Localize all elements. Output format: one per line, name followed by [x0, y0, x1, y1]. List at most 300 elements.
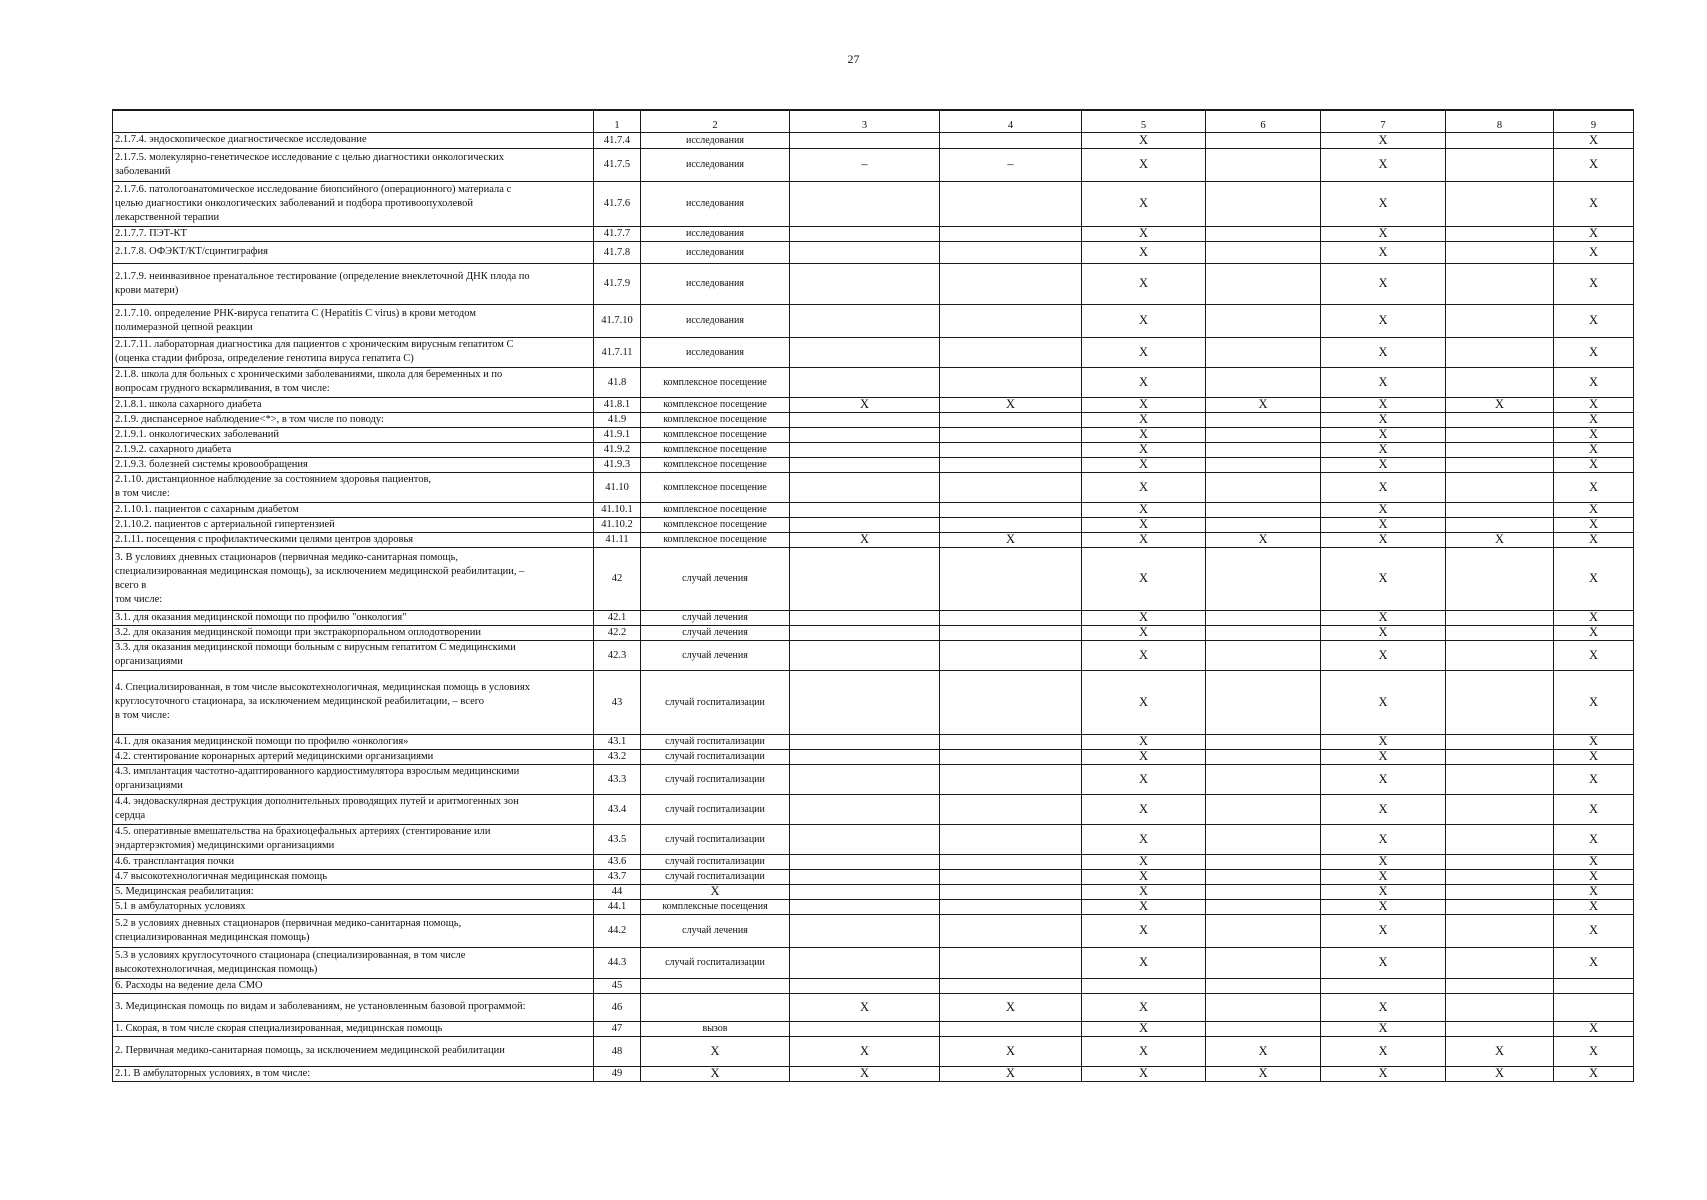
table-row: [113, 337, 1634, 367]
cell-col-9: X: [1554, 1036, 1634, 1066]
table-row: [113, 869, 1634, 884]
cell-col-3: [790, 734, 940, 749]
cell-unit: исследования: [641, 132, 790, 148]
cell-col-8: [1446, 794, 1554, 824]
cell-col-6: [1206, 337, 1321, 367]
table-header: [113, 110, 1634, 132]
cell-col-9: X: [1554, 854, 1634, 869]
cell-col-4: [940, 824, 1082, 854]
cell-unit: случай госпитализации: [641, 749, 790, 764]
cell-col-9: X: [1554, 337, 1634, 367]
cell-col-4: [940, 457, 1082, 472]
cell-unit: комплексное посещение: [641, 517, 790, 532]
cell-col-3: [790, 442, 940, 457]
cell-col-5: X: [1082, 412, 1206, 427]
cell-unit: исследования: [641, 226, 790, 241]
cell-col-6: [1206, 947, 1321, 978]
table-row: [113, 670, 1634, 734]
cell-code: 41.7.4: [594, 132, 641, 148]
cell-col-4: [940, 337, 1082, 367]
cell-col-4: [940, 625, 1082, 640]
cell-col-3: [790, 640, 940, 670]
cell-col-9: X: [1554, 670, 1634, 734]
cell-description: 2.1.7.11. лабораторная диагностика для пациентов с хроническим вирусным гепатитом С (оценка стадии фиброза, определение генотипа вируса гепатита С): [113, 337, 594, 367]
cell-col-5: X: [1082, 547, 1206, 610]
cell-unit: комплексное посещение: [641, 457, 790, 472]
cell-col-4: [940, 884, 1082, 899]
cell-description: 4.6. трансплантация почки: [113, 854, 594, 869]
cell-col-6: [1206, 547, 1321, 610]
cell-description: 2.1.7.5. молекулярно-генетическое исследование с целью диагностики онкологических заболеваний: [113, 148, 594, 181]
cell-col-9: X: [1554, 367, 1634, 397]
cell-col-5: X: [1082, 670, 1206, 734]
cell-code: 43.7: [594, 869, 641, 884]
cell-col-4: [940, 412, 1082, 427]
table-row: [113, 442, 1634, 457]
cell-col-4: [940, 517, 1082, 532]
cell-description: 2.1.10.2. пациентов с артериальной гипертензией: [113, 517, 594, 532]
cell-unit: вызов: [641, 1021, 790, 1036]
cell-col-4: X: [940, 993, 1082, 1021]
cell-description: 5.1 в амбулаторных условиях: [113, 899, 594, 914]
cell-col-7: X: [1321, 610, 1446, 625]
cell-col-8: [1446, 734, 1554, 749]
cell-col-3: [790, 304, 940, 337]
cell-col-7: X: [1321, 367, 1446, 397]
cell-col-7: X: [1321, 734, 1446, 749]
table-row: [113, 226, 1634, 241]
cell-unit: X: [641, 1036, 790, 1066]
cell-code: 43.3: [594, 764, 641, 794]
cell-unit: случай лечения: [641, 610, 790, 625]
cell-col-6: [1206, 625, 1321, 640]
cell-col-4: [940, 610, 1082, 625]
cell-description: 3. В условиях дневных стационаров (первичная медико-санитарная помощь, специализированная медицинская помощь), за исключением медицинской реабилитации, – всего в том числе:: [113, 547, 594, 610]
cell-unit: исследования: [641, 181, 790, 226]
cell-col-4: [940, 502, 1082, 517]
cell-col-8: [1446, 337, 1554, 367]
cell-description: 2.1.9.2. сахарного диабета: [113, 442, 594, 457]
cell-col-4: [940, 472, 1082, 502]
header-cell-col-8: 8: [1446, 110, 1554, 132]
cell-col-5: X: [1082, 794, 1206, 824]
cell-col-8: [1446, 640, 1554, 670]
cell-col-4: X: [940, 532, 1082, 547]
cell-col-7: X: [1321, 1021, 1446, 1036]
cell-col-6: [1206, 764, 1321, 794]
cell-code: 41.9.3: [594, 457, 641, 472]
cell-col-9: X: [1554, 517, 1634, 532]
cell-col-4: [940, 1021, 1082, 1036]
cell-col-7: X: [1321, 181, 1446, 226]
cell-unit: случай лечения: [641, 625, 790, 640]
cell-col-5: X: [1082, 914, 1206, 947]
cell-col-5: X: [1082, 884, 1206, 899]
cell-col-9: X: [1554, 824, 1634, 854]
cell-description: 4.3. имплантация частотно-адаптированного кардиостимулятора взрослым медицинскими организациями: [113, 764, 594, 794]
cell-unit: случай лечения: [641, 640, 790, 670]
cell-col-4: [940, 367, 1082, 397]
cell-unit: случай госпитализации: [641, 947, 790, 978]
cell-col-4: [940, 670, 1082, 734]
cell-col-8: [1446, 625, 1554, 640]
cell-description: 2.1.11. посещения с профилактическими целями центров здоровья: [113, 532, 594, 547]
cell-col-5: X: [1082, 427, 1206, 442]
table-row: [113, 547, 1634, 610]
cell-col-6: [1206, 412, 1321, 427]
cell-col-5: X: [1082, 854, 1206, 869]
cell-col-5: X: [1082, 442, 1206, 457]
table-row: [113, 794, 1634, 824]
cell-col-8: [1446, 263, 1554, 304]
cell-col-5: X: [1082, 226, 1206, 241]
cell-col-6: [1206, 427, 1321, 442]
table-row: [113, 457, 1634, 472]
cell-col-5: X: [1082, 1036, 1206, 1066]
cell-col-3: [790, 263, 940, 304]
cell-col-8: [1446, 947, 1554, 978]
cell-col-3: [790, 337, 940, 367]
cell-col-9: X: [1554, 899, 1634, 914]
cell-col-9: X: [1554, 869, 1634, 884]
cell-col-8: [1446, 610, 1554, 625]
cell-col-3: [790, 412, 940, 427]
cell-col-8: [1446, 181, 1554, 226]
cell-col-3: [790, 367, 940, 397]
cell-col-6: [1206, 148, 1321, 181]
cell-col-8: [1446, 854, 1554, 869]
cell-unit: комплексное посещение: [641, 442, 790, 457]
cell-col-8: X: [1446, 1066, 1554, 1081]
cell-col-7: X: [1321, 304, 1446, 337]
cell-col-3: [790, 749, 940, 764]
cell-unit: X: [641, 1066, 790, 1081]
cell-col-9: X: [1554, 226, 1634, 241]
cell-col-7: X: [1321, 532, 1446, 547]
cell-description: 4. Специализированная, в том числе высокотехнологичная, медицинская помощь в условиях круглосуточного стационара, за исключением медицинской реабилитации, – всего в том числе:: [113, 670, 594, 734]
cell-description: 2.1.9.1. онкологических заболеваний: [113, 427, 594, 442]
cell-col-4: [940, 241, 1082, 263]
cell-col-3: [790, 824, 940, 854]
cell-code: 48: [594, 1036, 641, 1066]
cell-description: 2.1.9. диспансерное наблюдение<*>, в том числе по поводу:: [113, 412, 594, 427]
cell-code: 45: [594, 978, 641, 993]
cell-code: 44: [594, 884, 641, 899]
table-row: [113, 472, 1634, 502]
cell-col-4: [940, 442, 1082, 457]
cell-description: 2.1.8.1. школа сахарного диабета: [113, 397, 594, 412]
cell-code: 46: [594, 993, 641, 1021]
cell-code: 41.9.2: [594, 442, 641, 457]
cell-col-8: [1446, 1021, 1554, 1036]
table-row: [113, 824, 1634, 854]
cell-col-7: X: [1321, 764, 1446, 794]
cell-col-6: [1206, 1021, 1321, 1036]
cell-unit: случай госпитализации: [641, 670, 790, 734]
cell-col-7: X: [1321, 1036, 1446, 1066]
cell-col-3: –: [790, 148, 940, 181]
header-cell-code: 1: [594, 110, 641, 132]
cell-col-8: [1446, 132, 1554, 148]
cell-col-5: X: [1082, 532, 1206, 547]
table-row: [113, 914, 1634, 947]
cell-col-5: X: [1082, 304, 1206, 337]
cell-unit: случай госпитализации: [641, 854, 790, 869]
cell-description: 2.1. В амбулаторных условиях, в том числе:: [113, 1066, 594, 1081]
cell-col-9: X: [1554, 547, 1634, 610]
cell-description: 5.3 в условиях круглосуточного стационара (специализированная, в том числе высокотехнологичная, медицинская помощь): [113, 947, 594, 978]
cell-col-7: X: [1321, 640, 1446, 670]
cell-unit: случай госпитализации: [641, 869, 790, 884]
cell-description: 3. Медицинская помощь по видам и заболеваниям, не установленным базовой программой:: [113, 993, 594, 1021]
cell-description: 2.1.7.6. патологоанатомическое исследование биопсийного (операционного) материала с целью диагностики онкологических заболеваний и подбора противоопухолевой лекарственной терапии: [113, 181, 594, 226]
cell-col-8: X: [1446, 532, 1554, 547]
cell-col-8: [1446, 914, 1554, 947]
cell-col-8: [1446, 547, 1554, 610]
cell-description: 2.1.7.9. неинвазивное пренатальное тестирование (определение внеклеточной ДНК плода по крови матери): [113, 263, 594, 304]
cell-col-9: X: [1554, 263, 1634, 304]
header-cell-unit: 2: [641, 110, 790, 132]
cell-col-3: [790, 132, 940, 148]
cell-description: 5.2 в условиях дневных стационаров (первичная медико-санитарная помощь, специализированная медицинская помощь): [113, 914, 594, 947]
cell-col-5: X: [1082, 148, 1206, 181]
cell-col-6: [1206, 502, 1321, 517]
cell-col-9: X: [1554, 947, 1634, 978]
cell-col-7: X: [1321, 670, 1446, 734]
cell-col-6: [1206, 226, 1321, 241]
cell-col-4: [940, 132, 1082, 148]
cell-code: 41.9.1: [594, 427, 641, 442]
table-row: [113, 993, 1634, 1021]
cell-code: 42.2: [594, 625, 641, 640]
cell-col-3: [790, 241, 940, 263]
table-row: [113, 132, 1634, 148]
cell-unit: случай госпитализации: [641, 764, 790, 794]
table-row: [113, 610, 1634, 625]
cell-code: 41.7.10: [594, 304, 641, 337]
table-row: [113, 148, 1634, 181]
cell-col-7: [1321, 978, 1446, 993]
cell-description: 4.1. для оказания медицинской помощи по профилю «онкология»: [113, 734, 594, 749]
cell-col-8: [1446, 367, 1554, 397]
cell-description: 2. Первичная медико-санитарная помощь, за исключением медицинской реабилитации: [113, 1036, 594, 1066]
cell-unit: случай лечения: [641, 914, 790, 947]
cell-col-4: X: [940, 397, 1082, 412]
cell-code: 43.4: [594, 794, 641, 824]
cell-col-5: X: [1082, 625, 1206, 640]
cell-col-6: [1206, 304, 1321, 337]
cell-code: 43.2: [594, 749, 641, 764]
cell-col-7: X: [1321, 502, 1446, 517]
page-number: 27: [847, 52, 860, 66]
cell-col-8: [1446, 978, 1554, 993]
cell-col-5: X: [1082, 517, 1206, 532]
cell-col-7: X: [1321, 263, 1446, 304]
cell-unit: комплексное посещение: [641, 502, 790, 517]
table-row: [113, 734, 1634, 749]
cell-unit: исследования: [641, 337, 790, 367]
cell-code: 41.7.5: [594, 148, 641, 181]
cell-col-3: [790, 947, 940, 978]
cell-col-4: [940, 854, 1082, 869]
cell-description: 4.2. стентирование коронарных артерий медицинскими организациями: [113, 749, 594, 764]
cell-col-9: X: [1554, 749, 1634, 764]
cell-unit: случай госпитализации: [641, 824, 790, 854]
cell-unit: комплексное посещение: [641, 367, 790, 397]
header-row: [113, 110, 1634, 132]
cell-col-7: X: [1321, 1066, 1446, 1081]
table-row: [113, 640, 1634, 670]
cell-col-4: [940, 947, 1082, 978]
cell-col-3: [790, 502, 940, 517]
cell-col-9: X: [1554, 457, 1634, 472]
header-cell-col-6: 6: [1206, 110, 1321, 132]
table-row: [113, 978, 1634, 993]
cell-description: 2.1.10. дистанционное наблюдение за состоянием здоровья пациентов, в том числе:: [113, 472, 594, 502]
cell-description: 2.1.7.7. ПЭТ-КТ: [113, 226, 594, 241]
cell-col-8: [1446, 869, 1554, 884]
cell-col-5: X: [1082, 824, 1206, 854]
cell-description: 2.1.7.4. эндоскопическое диагностическое исследование: [113, 132, 594, 148]
cell-col-7: X: [1321, 749, 1446, 764]
cell-col-5: X: [1082, 1021, 1206, 1036]
cell-col-8: [1446, 670, 1554, 734]
cell-col-7: X: [1321, 226, 1446, 241]
cell-col-3: [790, 978, 940, 993]
cell-col-3: X: [790, 1066, 940, 1081]
cell-col-5: X: [1082, 367, 1206, 397]
cell-description: 2.1.10.1. пациентов с сахарным диабетом: [113, 502, 594, 517]
cell-col-3: [790, 884, 940, 899]
table-row: [113, 1036, 1634, 1066]
cell-unit: случай госпитализации: [641, 794, 790, 824]
cell-col-6: [1206, 794, 1321, 824]
cell-col-9: X: [1554, 794, 1634, 824]
cell-code: 42: [594, 547, 641, 610]
cell-col-6: [1206, 472, 1321, 502]
cell-col-3: X: [790, 993, 940, 1021]
cell-col-9: X: [1554, 1066, 1634, 1081]
cell-col-8: [1446, 442, 1554, 457]
cell-description: 2.1.8. школа для больных с хроническими заболеваниями, школа для беременных и по вопросам грудного вскармливания, в том числе:: [113, 367, 594, 397]
cell-col-6: [1206, 181, 1321, 226]
cell-unit: случай госпитализации: [641, 734, 790, 749]
cell-col-5: X: [1082, 132, 1206, 148]
cell-col-4: [940, 749, 1082, 764]
header-cell-col-4: 4: [940, 110, 1082, 132]
cell-col-7: X: [1321, 132, 1446, 148]
cell-code: 42.3: [594, 640, 641, 670]
cell-col-9: [1554, 993, 1634, 1021]
cell-col-4: [940, 427, 1082, 442]
table-row: [113, 1021, 1634, 1036]
cell-col-6: [1206, 854, 1321, 869]
cell-col-5: [1082, 978, 1206, 993]
cell-col-6: [1206, 978, 1321, 993]
cell-col-6: [1206, 899, 1321, 914]
cell-col-4: [940, 263, 1082, 304]
cell-col-6: [1206, 263, 1321, 304]
table-row: [113, 367, 1634, 397]
cell-description: 4.4. эндоваскулярная деструкция дополнительных проводящих путей и аритмогенных зон сердца: [113, 794, 594, 824]
cell-col-7: X: [1321, 625, 1446, 640]
cell-col-7: X: [1321, 337, 1446, 367]
cell-col-9: X: [1554, 241, 1634, 263]
header-cell-col-5: 5: [1082, 110, 1206, 132]
cell-col-7: X: [1321, 794, 1446, 824]
cell-col-6: [1206, 132, 1321, 148]
cell-col-6: [1206, 640, 1321, 670]
table-row: [113, 502, 1634, 517]
cell-col-6: [1206, 517, 1321, 532]
cell-code: 41.10: [594, 472, 641, 502]
cell-code: 43.6: [594, 854, 641, 869]
cell-col-3: [790, 610, 940, 625]
header-cell-col-9: 9: [1554, 110, 1634, 132]
cell-code: 41.8.1: [594, 397, 641, 412]
cell-col-3: [790, 517, 940, 532]
cell-col-9: X: [1554, 181, 1634, 226]
table-row: [113, 263, 1634, 304]
cell-code: 41.10.2: [594, 517, 641, 532]
cell-col-4: [940, 899, 1082, 914]
table-row: [113, 947, 1634, 978]
cell-unit: исследования: [641, 148, 790, 181]
cell-col-6: X: [1206, 1036, 1321, 1066]
table-row: [113, 884, 1634, 899]
cell-col-7: X: [1321, 148, 1446, 181]
cell-col-4: [940, 226, 1082, 241]
cell-description: 2.1.7.10. определение РНК-вируса гепатита С (Hepatitis C virus) в крови методом полимеразной цепной реакции: [113, 304, 594, 337]
cell-col-3: X: [790, 1036, 940, 1066]
cell-description: 6. Расходы на ведение дела СМО: [113, 978, 594, 993]
cell-col-9: X: [1554, 914, 1634, 947]
cell-unit: [641, 978, 790, 993]
cell-col-5: X: [1082, 502, 1206, 517]
cell-description: 4.7 высокотехнологичная медицинская помощь: [113, 869, 594, 884]
table-row: [113, 517, 1634, 532]
cell-unit: комплексное посещение: [641, 472, 790, 502]
cell-col-3: X: [790, 532, 940, 547]
table-row: [113, 532, 1634, 547]
cell-col-9: X: [1554, 148, 1634, 181]
cell-col-7: X: [1321, 547, 1446, 610]
cell-col-9: X: [1554, 304, 1634, 337]
cell-col-7: X: [1321, 869, 1446, 884]
cell-col-8: [1446, 457, 1554, 472]
cell-code: 41.7.8: [594, 241, 641, 263]
cell-col-7: X: [1321, 824, 1446, 854]
cell-col-5: X: [1082, 947, 1206, 978]
cell-col-9: X: [1554, 884, 1634, 899]
table-row: [113, 1066, 1634, 1081]
cell-col-8: [1446, 226, 1554, 241]
cell-col-5: X: [1082, 749, 1206, 764]
cell-description: 5. Медицинская реабилитация:: [113, 884, 594, 899]
cell-col-4: –: [940, 148, 1082, 181]
cell-col-8: [1446, 517, 1554, 532]
cell-col-6: [1206, 749, 1321, 764]
cell-col-8: [1446, 472, 1554, 502]
cell-code: 49: [594, 1066, 641, 1081]
cell-code: 42.1: [594, 610, 641, 625]
cell-unit: исследования: [641, 304, 790, 337]
cell-col-5: X: [1082, 181, 1206, 226]
cell-col-6: X: [1206, 397, 1321, 412]
cell-col-9: X: [1554, 625, 1634, 640]
cell-col-6: [1206, 367, 1321, 397]
cell-col-8: X: [1446, 1036, 1554, 1066]
